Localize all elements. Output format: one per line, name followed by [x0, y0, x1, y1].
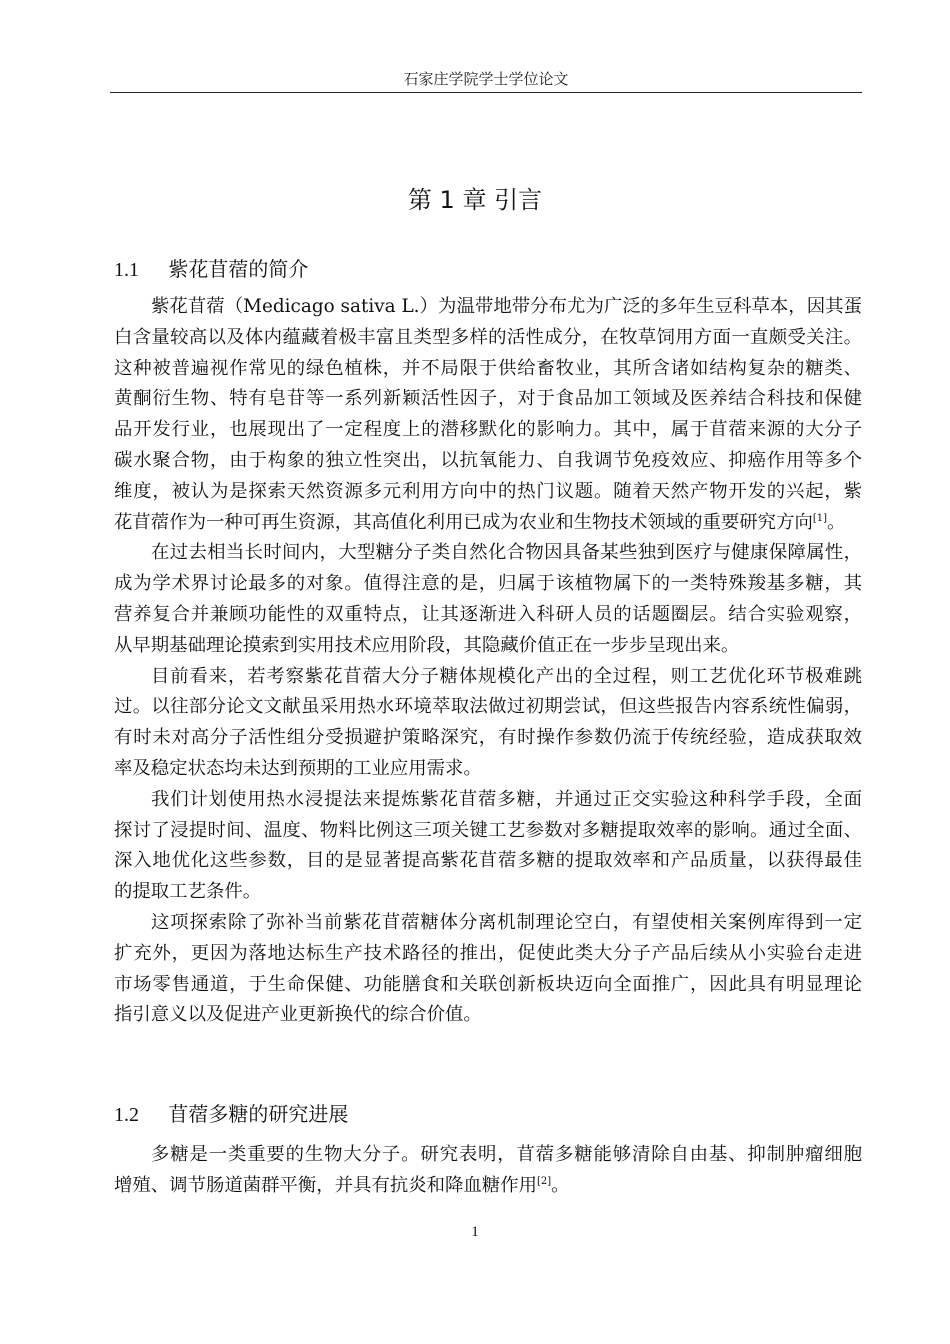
line-text: 的提取工艺条件。 — [114, 881, 262, 903]
line-text: 碳水聚合物，由于构象的独立性突出，以抗氧能力、自我调节免疫效应、抑癌作用等多个 — [114, 449, 862, 471]
section-heading-1-2 — [114, 1098, 348, 1127]
section-title: 紫花苜蓿的简介 — [168, 257, 309, 281]
line-text: 这项探索除了弥补当前紫花苜蓿糖体分离机制理论空白，有望使相关案例库得到一定 — [151, 911, 862, 933]
line-text: 白含量较高以及体内蕴藏着极丰富且类型多样的活性成分，在牧草饲用方面一直颇受关注。 — [114, 326, 862, 348]
text-line — [114, 415, 862, 446]
text-line — [114, 631, 862, 662]
text-line — [114, 538, 862, 569]
section-heading-1-1 — [114, 253, 308, 282]
text-line — [114, 939, 862, 970]
page-number: 1 — [471, 1224, 479, 1240]
paragraph — [114, 538, 862, 661]
text-line — [114, 1000, 862, 1031]
text-line — [114, 292, 862, 323]
line-text: 我们计划使用热水浸提法来提炼紫花苜蓿多糖，并通过正交实验这种科学手段，全面 — [151, 788, 862, 810]
paragraph — [114, 662, 862, 785]
text-line — [114, 569, 862, 600]
chapter-title: 第 1 章 引言 — [407, 186, 543, 214]
text-line — [114, 323, 862, 354]
text-line — [114, 446, 862, 477]
citation-ref[interactable]: [2] — [537, 1175, 552, 1187]
line-text: 从早期基础理论摸索到实用技术应用阶段，其隐藏价值正在一步步呈现出来。 — [114, 634, 740, 656]
text-line — [114, 477, 862, 508]
line-text: 花苜蓿作为一种可再生资源，其高值化利用已成为农业和生物技术领域的重要研究方向 — [114, 511, 813, 533]
line-text: 在过去相当长时间内，大型糖分子类自然化合物因具备某些独到医疗与健康保障属性， — [151, 542, 862, 564]
line-text: 探讨了浸提时间、温度、物料比例这三项关键工艺参数对多糖提取效率的影响。通过全面、 — [114, 819, 862, 841]
text-line — [114, 1171, 862, 1202]
paragraph — [114, 785, 862, 908]
running-header: 石家庄学院学士学位论文 — [403, 70, 569, 88]
text-line — [114, 877, 862, 908]
text-line — [114, 723, 862, 754]
line-text: 维度，被认为是探索天然资源多元利用方向中的热门议题。随着天然产物开发的兴起，紫 — [114, 480, 862, 502]
text-line — [114, 1140, 862, 1171]
section-number: 1.2 — [114, 1104, 139, 1126]
line-text: 目前看来，若考察紫花苜蓿大分子糖体规模化产出的全过程，则工艺优化环节极难跳 — [151, 665, 862, 687]
section-1-1-body — [114, 292, 862, 1031]
text-line — [114, 354, 862, 385]
section-number: 1.1 — [114, 259, 139, 281]
paragraph — [114, 1140, 862, 1202]
paragraph — [114, 292, 862, 538]
line-text: 成为学术界讨论最多的对象。值得注意的是，归属于该植物属下的一类特殊羧基多糖，其 — [114, 573, 862, 595]
text-line — [114, 754, 862, 785]
section-1-2-body — [114, 1140, 862, 1202]
text-line — [114, 600, 862, 631]
text-line — [114, 508, 862, 539]
text-line — [114, 785, 862, 816]
section-title: 苜蓿多糖的研究进展 — [168, 1102, 349, 1126]
line-text: 深入地优化这些参数，目的是显著提高紫花苜蓿多糖的提取效率和产品质量，以获得最佳 — [114, 850, 862, 872]
line-end: 。 — [827, 511, 846, 533]
text-line — [114, 384, 862, 415]
citation-ref[interactable]: [1] — [812, 512, 828, 524]
line-text: 这种被普遍视作常见的绿色植株，并不局限于供给畜牧业，其所含诸如结构复杂的糖类、 — [114, 357, 862, 379]
line-text: 过。以往部分论文文献虽采用热水环境萃取法做过初期尝试，但这些报告内容系统性偏弱， — [114, 696, 862, 718]
line-text: 市场零售通道，于生命保健、功能膳食和关联创新板块迈向全面推广，因此具有明显理论 — [114, 973, 862, 995]
paragraph — [114, 908, 862, 1031]
text-line — [114, 692, 862, 723]
line-text: 品开发行业，也展现出了一定程度上的潜移默化的影响力。其中，属于苜蓿来源的大分子 — [114, 419, 862, 441]
text-line — [114, 662, 862, 693]
line-text: 率及稳定状态均未达到预期的工业应用需求。 — [114, 757, 482, 779]
line-text: 增殖、调节肠道菌群平衡，并具有抗炎和降血糖作用 — [114, 1174, 537, 1196]
line-text: 指引意义以及促进产业更新换代的综合价值。 — [114, 1004, 482, 1026]
header-rule — [110, 92, 862, 93]
line-text: 营养复合并兼顾功能性的双重特点，让其逐渐进入科研人员的话题圈层。结合实验观察， — [114, 603, 862, 625]
line-text: 扩充外，更因为落地达标生产技术路径的推出，促使此类大分子产品后续从小实验台走进 — [114, 942, 862, 964]
line-text: 黄酮衍生物、特有皂苷等一系列新颖活性因子，对于食品加工领域及医养结合科技和保健 — [114, 388, 862, 410]
text-line — [114, 846, 862, 877]
line-text: 紫花苜蓿（Medicago sativa L.）为温带地带分布尤为广泛的多年生豆科草本，因其蛋 — [151, 296, 862, 317]
text-line — [114, 970, 862, 1001]
text-line — [114, 908, 862, 939]
line-end: 。 — [551, 1174, 570, 1196]
line-text: 有时未对高分子活性组分受损避护策略深究，有时操作参数仍流于传统经验，造成获取效 — [114, 727, 862, 749]
line-text: 多糖是一类重要的生物大分子。研究表明，苜蓿多糖能够清除自由基、抑制肿瘤细胞 — [151, 1144, 862, 1165]
text-line — [114, 816, 862, 847]
